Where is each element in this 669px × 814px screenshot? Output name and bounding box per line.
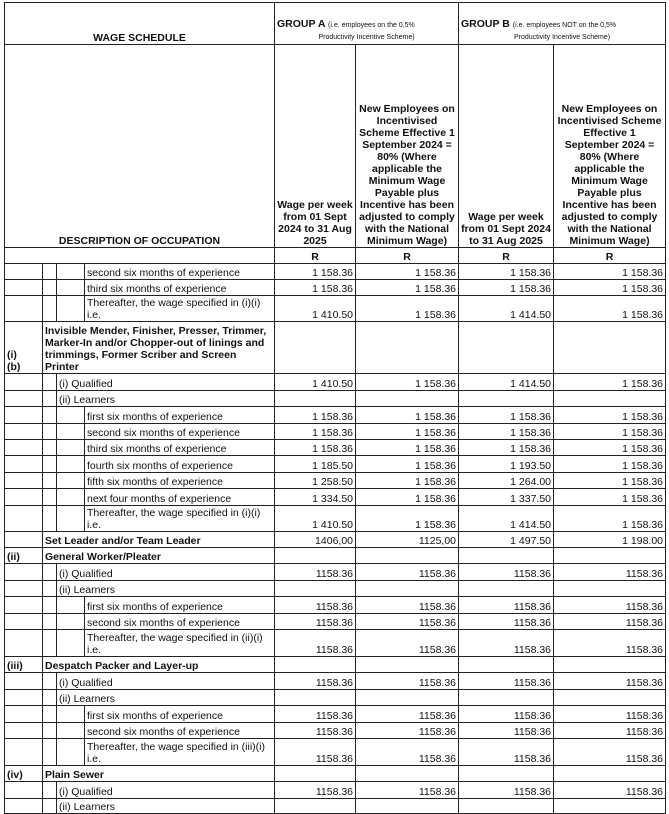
- section-number: (iv): [5, 766, 43, 782]
- row-label: fourth six months of experience: [85, 456, 275, 473]
- section-title: Invisible Mender, Finisher, Presser, Trimmer, Marker-In and/or Chopper-out of linings and trimmings, Former Scriber and Screen Printer: [43, 322, 275, 374]
- table-row: third six months of experience 1 158.36 1 158.36 1 158.36 1 158.36: [5, 440, 666, 456]
- table-row: Thereafter, the wage specified in (ii)(i) i.e. 1158.36 1158.36 1158.36 1158.36: [5, 630, 666, 657]
- table-row: first six months of experience 1 158.36 1 158.36 1 158.36 1 158.36: [5, 407, 666, 424]
- table-row: second six months of experience 1 158.36 1 158.36 1 158.36 1 158.36: [5, 424, 666, 440]
- row-label: second six months of experience: [85, 264, 275, 280]
- table-row: fifth six months of experience 1 258.50 1 158.36 1 264.00 1 158.36: [5, 473, 666, 489]
- section-number: (i) (b): [5, 322, 43, 374]
- row-label: third six months of experience: [85, 440, 275, 456]
- table-row: Thereafter, the wage specified in (i)(i) i.e. 1 410.50 1 158.36 1 414.50 1 158.36: [5, 296, 666, 322]
- row-label: (i) Qualified: [57, 782, 275, 799]
- table-row: next four months of experience 1 334.50 1 158.36 1 337.50 1 158.36: [5, 489, 666, 506]
- table-row: first six months of experience 1158.36 1158.36 1158.36 1158.36: [5, 706, 666, 723]
- row-label: (ii) Learners: [57, 690, 275, 706]
- section-row: [5, 766, 666, 782]
- group-a-header: GROUP A (i.e. employees on the 0,5% Productivity Incentive Scheme): [275, 3, 459, 45]
- col-a1-header: Wage per week from 01 Sept 2024 to 31 Aug 2025: [275, 45, 356, 248]
- row-label: Thereafter, the wage specified in (i)(i) i.e.: [85, 296, 275, 322]
- table-row: (i) Qualified 1 410.50 1 158.36 1 414.50 1 158.36: [5, 374, 666, 391]
- row-label: (i) Qualified: [57, 564, 275, 581]
- table-row: first six months of experience 1158.36 1158.36 1158.36 1158.36: [5, 597, 666, 614]
- row-label: second six months of experience: [85, 424, 275, 440]
- row-label: next four months of experience: [85, 489, 275, 506]
- row-label: Thereafter, the wage specified in (i)(i) i.e.: [85, 506, 275, 532]
- description-header: DESCRIPTION OF OCCUPATION: [5, 45, 275, 248]
- table-row: [5, 690, 666, 706]
- row-label: Set Leader and/or Team Leader: [43, 532, 275, 548]
- group-header-row: [5, 3, 666, 45]
- currency-b1: R: [459, 248, 554, 264]
- currency-b2: R: [554, 248, 666, 264]
- row-label: fifth six months of experience: [85, 473, 275, 489]
- section-row: [5, 322, 666, 374]
- table-row: second six months of experience 1158.36 1158.36 1158.36 1158.36: [5, 723, 666, 739]
- table-row: fourth six months of experience 1 185.50 1 158.36 1 193.50 1 158.36: [5, 456, 666, 473]
- table-row: Thereafter, the wage specified in (iii)(i) i.e. 1158.36 1158.36 1158.36 1158.36: [5, 739, 666, 766]
- currency-row: [5, 248, 666, 264]
- column-header-row: [5, 45, 666, 248]
- row-label: first six months of experience: [85, 597, 275, 614]
- section-row: [5, 657, 666, 673]
- table-row: second six months of experience 1 158.36 1 158.36 1 158.36 1 158.36: [5, 264, 666, 280]
- row-label: second six months of experience: [85, 614, 275, 630]
- row-label: second six months of experience: [85, 723, 275, 739]
- row-label: Thereafter, the wage specified in (iii)(i) i.e.: [85, 739, 275, 766]
- row-label: (i) Qualified: [57, 673, 275, 690]
- wage-schedule-table: [4, 2, 666, 814]
- section-row: [5, 548, 666, 564]
- row-label: (ii) Learners: [57, 799, 275, 814]
- table-row: [5, 391, 666, 407]
- row-label: first six months of experience: [85, 706, 275, 723]
- row-label: first six months of experience: [85, 407, 275, 424]
- row-label: (ii) Learners: [57, 581, 275, 597]
- section-number: (iii): [5, 657, 43, 673]
- row-label: third six months of experience: [85, 280, 275, 296]
- section-title: Plain Sewer: [43, 766, 275, 782]
- col-b1-header: Wage per week from 01 Sept 2024 to 31 Aug 2025: [459, 45, 554, 248]
- row-label: (i) Qualified: [57, 374, 275, 391]
- section-number: (ii): [5, 548, 43, 564]
- col-b2-header: New Employees on Incentivised Scheme Effective 1 September 2024 = 80% (Where applicable the Minimum Wage Payable plus Incentive has been adjusted to comply with the National Minimum Wage): [554, 45, 666, 248]
- table-row: [5, 799, 666, 814]
- table-row: (i) Qualified 1158.36 1158.36 1158.36 1158.36: [5, 673, 666, 690]
- table-row: second six months of experience 1158.36 1158.36 1158.36 1158.36: [5, 614, 666, 630]
- table-row: (i) Qualified 1158.36 1158.36 1158.36 1158.36: [5, 564, 666, 581]
- table-row: [5, 581, 666, 597]
- row-label: (ii) Learners: [57, 391, 275, 407]
- section-title: Despatch Packer and Layer-up: [43, 657, 275, 673]
- currency-a1: R: [275, 248, 356, 264]
- table-row: Set Leader and/or Team Leader 1406,00 1125,00 1 497.50 1 198.00: [5, 532, 666, 548]
- table-row: Thereafter, the wage specified in (i)(i) i.e. 1 410.50 1 158.36 1 414.50 1 158.36: [5, 506, 666, 532]
- currency-a2: R: [356, 248, 459, 264]
- col-a2-header: New Employees on Incentivised Scheme Effective 1 September 2024 = 80% (Where applicable the Minimum Wage Payable plus Incentive has been adjusted to comply with the National Minimum Wage): [356, 45, 459, 248]
- table-row: (i) Qualified 1158.36 1158.36 1158.36 1158.36: [5, 782, 666, 799]
- row-label: Thereafter, the wage specified in (ii)(i) i.e.: [85, 630, 275, 657]
- schedule-title: WAGE SCHEDULE: [5, 3, 275, 45]
- section-title: General Worker/Pleater: [43, 548, 275, 564]
- table-row: third six months of experience 1 158.36 1 158.36 1 158.36 1 158.36: [5, 280, 666, 296]
- group-b-header: GROUP B (i.e. employees NOT on the 0,5% Productivity Incentive Scheme): [459, 3, 666, 45]
